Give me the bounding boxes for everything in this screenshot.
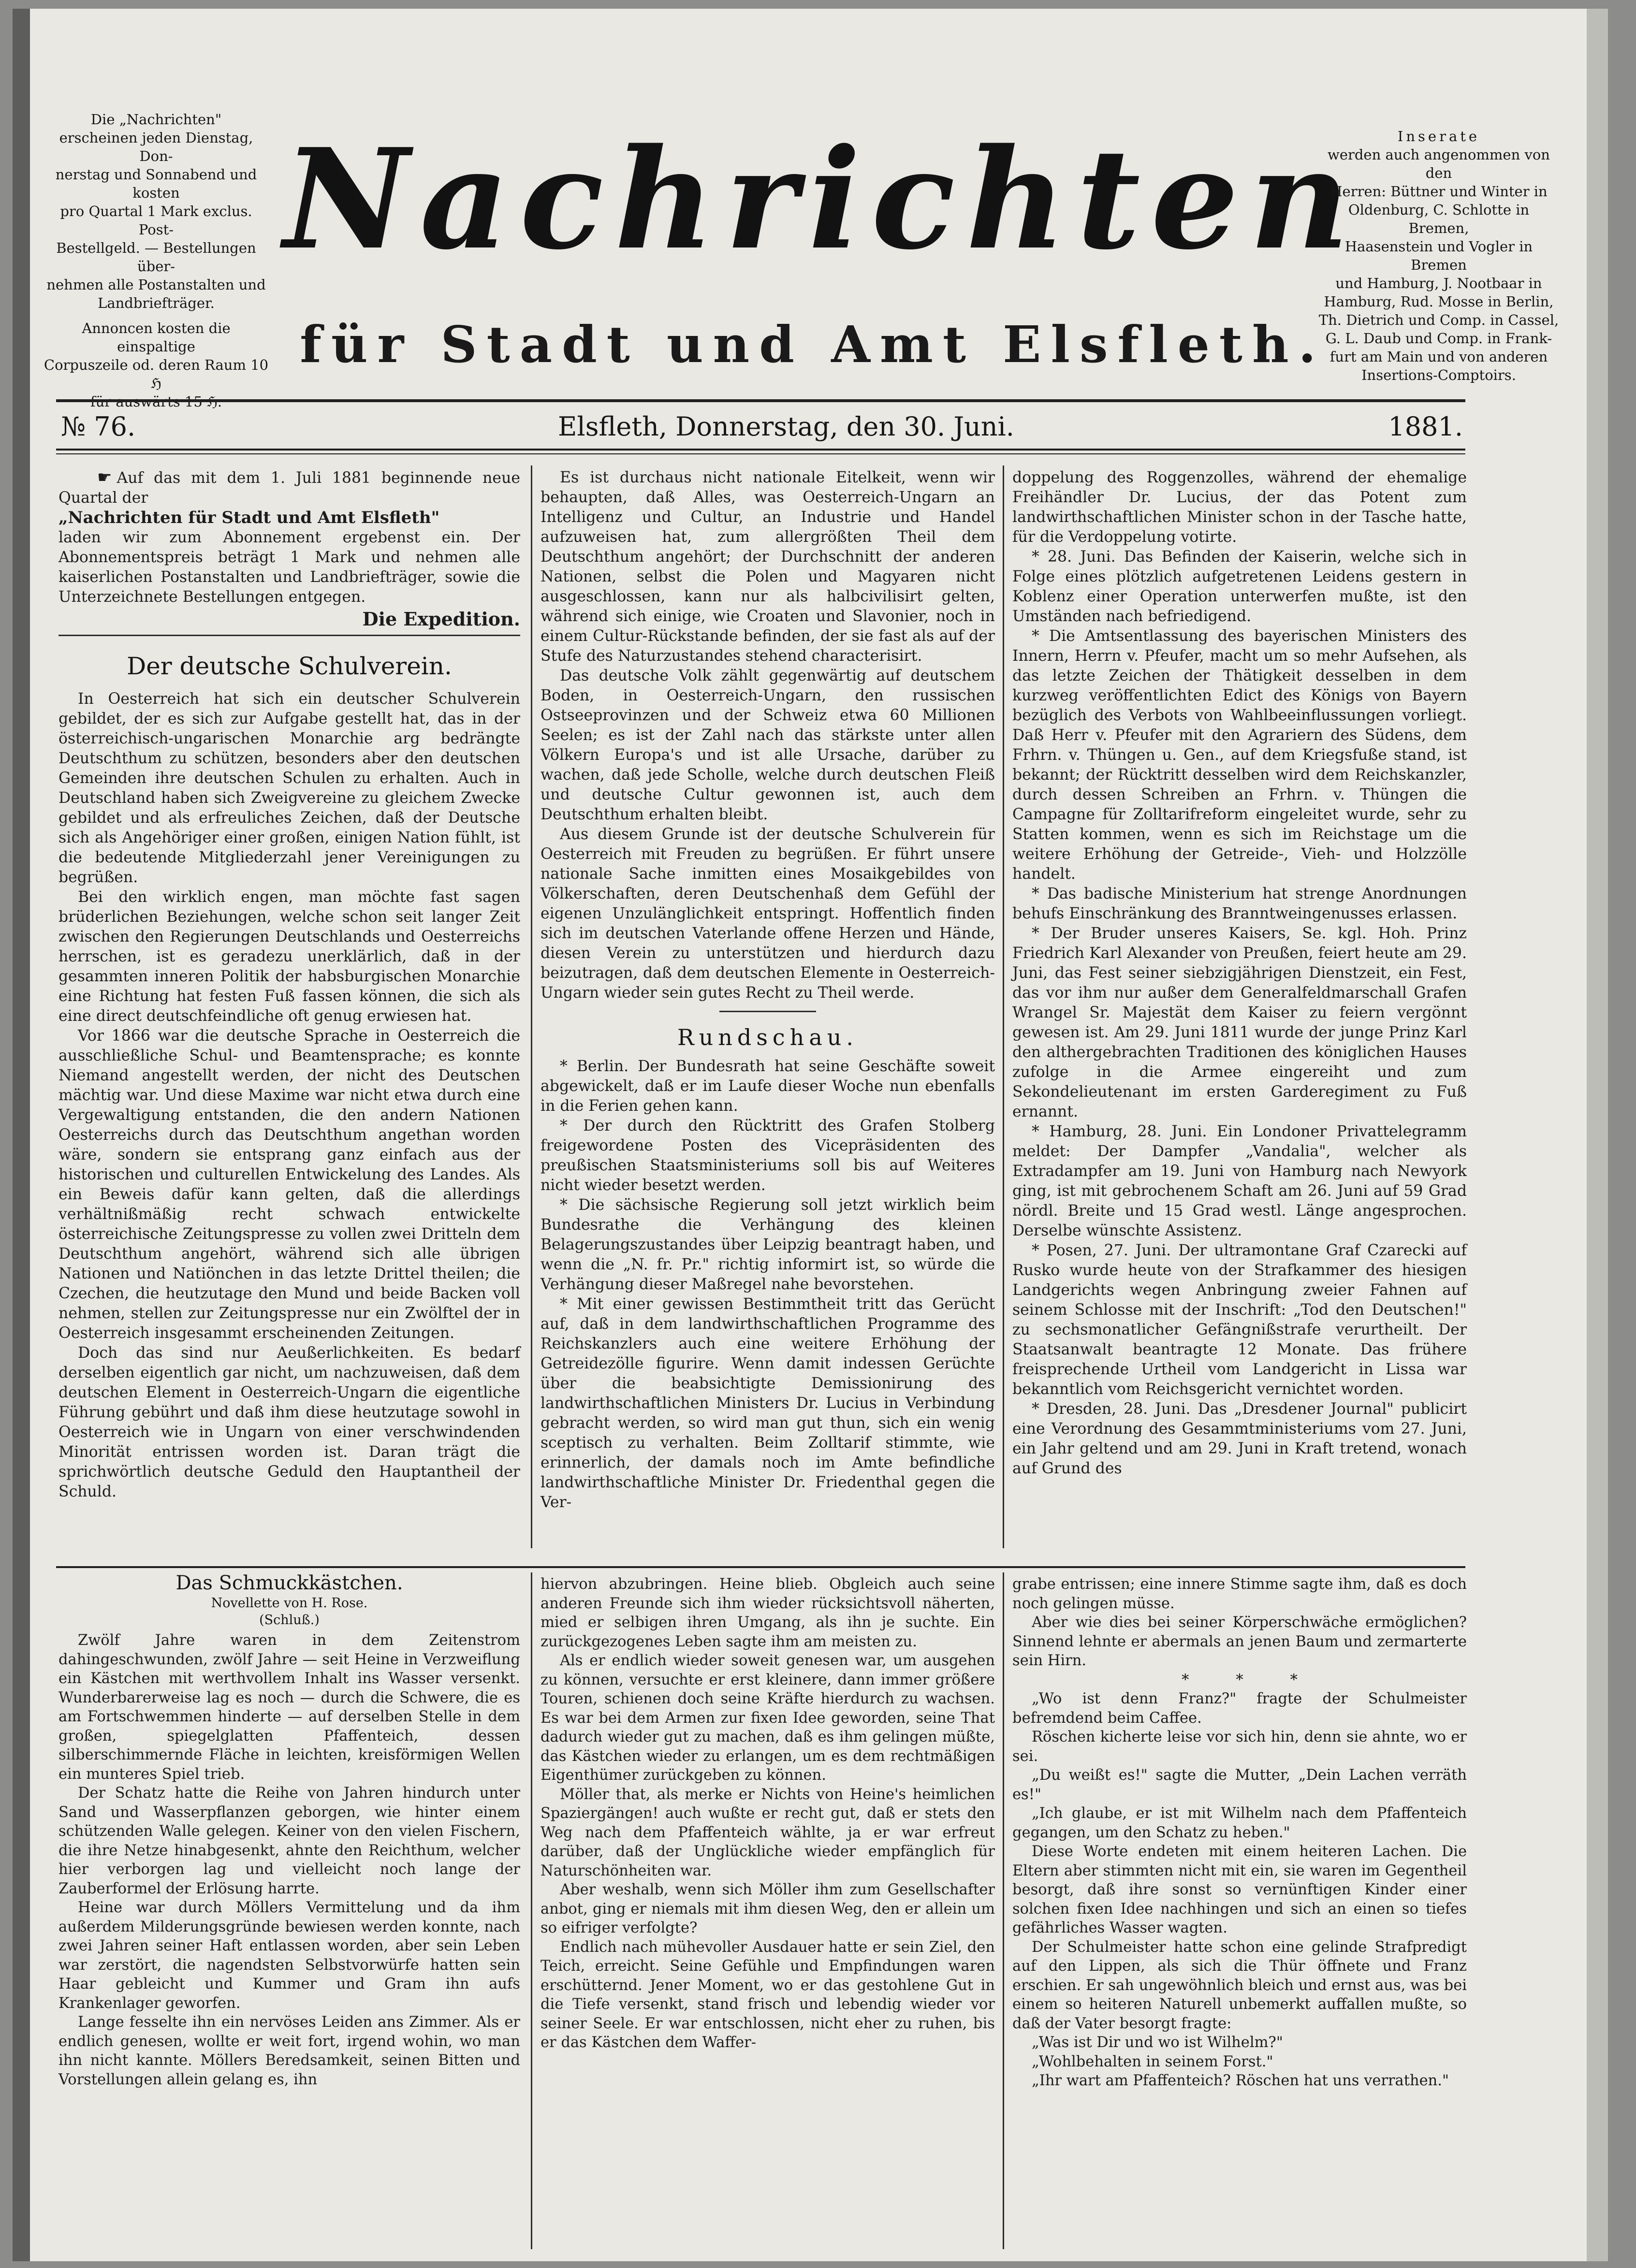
pointing-hand-icon: ☛ (97, 468, 112, 487)
advertising-line: Oldenburg, C. Schlotte in Bremen, (1348, 202, 1530, 236)
story-paragraph: „Ihr wart am Pfaffenteich? Röschen hat uns verrathen." (1032, 2072, 1449, 2089)
column-1 (58, 468, 520, 1502)
subscription-notice: ☛ Auf das mit dem 1. Juli 1881 beginnende neue Quartal der (58, 468, 520, 507)
notice-body: laden wir zum Abonnement ergebenst ein. Der Abonnementspreis beträgt 1 Mark und nehmen alle kaiserlichen Postanstalten und Landbriefträger, sowie die Unterzeichnete Bestellungen entgegen. (58, 529, 520, 606)
advertising-line: und Hamburg, J. Nootbaar in (1335, 275, 1542, 291)
ad-price-line: Corpuszeile od. deren Raum 10 ℌ (44, 357, 269, 392)
story-paragraph: Lange fesselte ihn ein nervöses Leiden ans Zimmer. Als er endlich genesen, wollte er weit fort, irgend wohin, wo man ihn nicht kannte. Möllers Beredsamkeit, seinen Bitten und Vorstellungen allein gelang es, ihn (58, 2014, 520, 2088)
story-paragraph: „Du weißt es!" sagte die Mutter, „Dein Lachen verräth es!" (1012, 1767, 1467, 1803)
section-title-rundschau: Rundschau. (677, 1024, 858, 1050)
story-paragraph: Heine war durch Möllers Vermittelung und da ihm außerdem Milderungsgründe bewiesen werden konnte, nach zwei Jahren seiner Haft entlassen worden, aber sein Leben war zerstört, die nagendsten Selbstvorwürfe hatten sein Haar gebleicht und Kummer und Gram ihn aufs Krankenlager geworfen. (58, 1899, 520, 2012)
advertising-line: Insertions-Comptoirs. (1361, 367, 1516, 383)
masthead-subtitle: für Stadt und Amt Elsfleth. (300, 315, 1326, 374)
news-item: * Der durch den Rücktritt des Grafen Stolberg freigewordene Posten des Vicepräsidenten des preußischen Staatsministeriums soll bis auf Weiteres nicht wieder besetzt werden. (540, 1117, 995, 1194)
feuilleton-column-1 (58, 1571, 520, 2089)
section-divider (58, 629, 520, 636)
subscription-info (43, 110, 270, 411)
story-paragraph: Als er endlich wieder soweit genesen war, um ausgehen zu können, versuchte er erst kleinere, dann immer größere Touren, schienen doch seine Kräfte hierdurch zu wachsen. Es war bei dem Armen zur fixen Idee geworden, seine That dadurch wieder gut zu machen, daß es ihm gelingen müßte, das Kästchen wieder zu erlangen, um es dem rechtmäßigen Eigenthümer zurückgeben zu können. (540, 1652, 995, 1784)
news-item: * Dresden, 28. Juni. Das „Dresdener Journal" publicirt eine Verordnung des Gesammtministeriums vom 27. Juni, ein Jahr geltend und am 29. Juni in Kraft tretend, wonach auf Grund des (1012, 1400, 1467, 1477)
story-paragraph: „Was ist Dir und wo ist Wilhelm?" (1032, 2034, 1283, 2051)
article-paragraph: Doch das sind nur Aeußerlichkeiten. Es bedarf derselben eigentlich gar nicht, um nachzuweisen, daß dem deutschen Element in Oesterreich-Ungarn die eigentliche Führung gebührt und daß ihm diese heutzutage sowohl in Oesterreich wie in Ungarn von einer verschwindenden Minorität entrissen worden ist. Daran trägt die sprichwörtlich deutsche Geduld den Hauptantheil der Schuld. (58, 1344, 520, 1500)
story-paragraph: Aber wie dies bei seiner Körperschwäche ermöglichen? Sinnend lehnte er abermals an jenen Baum und zermarterte sein Hirn. (1012, 1614, 1467, 1669)
feuilleton-column-3 (1012, 1575, 1467, 2091)
story-paragraph: Röschen kicherte leise vor sich hin, denn sie ahnte, wo er sei. (1012, 1729, 1467, 1765)
article-paragraph: Vor 1866 war die deutsche Sprache in Oesterreich die ausschließliche Schul- und Beamtensprache; es konnte Niemand angestellt werden, der nicht des Deutschen mächtig war. Und diese Maxime war nicht etwa durch eine Vergewaltigung entstanden, die den andern Nationen Oesterreichs durch das Deutschthum angethan worden wäre, sondern sie entsprang ganz einfach aus der historischen und culturellen Entwickelung des Landes. Als ein Beweis dafür kann gelten, daß die allerdings verhältnißmäßig recht schwach entwickelte österreichische Zeitungspresse zu vollen zwei Dritteln dem Deutschthum angehört, während sich alle übrigen Nationen und Natiönchen in das letzte Drittel theilen; die Czechen, die heutzutage den Mund und beide Backen voll nehmen, stellen zur Zeitungspresse nur ein Zwölftel der in Oesterreich insgesammt erscheinenden Zeitungen. (58, 1027, 520, 1342)
issue-place-date: Elsfleth, Donnerstag, den 30. Juni. (558, 411, 1014, 442)
column-2 (540, 468, 995, 1512)
info-line: nehmen alle Postanstalten und (46, 276, 266, 293)
advertising-line: Hamburg, Rud. Mosse in Berlin, (1324, 293, 1554, 310)
info-line: pro Quartal 1 Mark exclus. Post- (60, 203, 252, 238)
story-paragraph: Zwölf Jahre waren in dem Zeitenstrom dahingeschwunden, zwölf Jahre — seit Heine in Verzweiflung ein Kästchen mit werthvollem Inhalt ins Wasser versenkt. Wunderbarerweise lag es noch — durch die Schwere, die es am Fortschwemmen hinderte — auf derselben Stelle in dem großen, spiegelglatten Pfaffenteich, dessen silberschimmernde Fläche in leichten, kreisförmigen Wellen ein munteres Spiel trieb. (58, 1632, 520, 1783)
story-paragraph: Diese Worte endeten mit einem heiteren Lachen. Die Eltern aber stimmten nicht mit ein, sie waren im Gegentheil besorgt, daß ihre sonst so vernünftigen Kinder einer solchen fixen Idee nachhingen und sich an einen so tiefes gefährliches Wasser wagten. (1012, 1843, 1467, 1936)
notice-signature: Die Expedition. (362, 608, 520, 630)
info-line: Die „Nachrichten" (90, 111, 222, 128)
info-line: nerstag und Sonnabend und kosten (55, 166, 257, 201)
page-edge-shadow (1587, 9, 1608, 2261)
issue-year: 1881. (1388, 411, 1463, 442)
date-bar-bottom-rule-thin (56, 453, 1465, 454)
article-title: Der deutsche Schulverein. (127, 652, 452, 680)
news-item: * Die sächsische Regierung soll jetzt wirklich beim Bundesrathe die Verhängung des kleinen Belagerungszustandes über Leipzig beantragt haben, und wenn die „N. fr. Pr." richtig informirt ist, so würde die Verhängung dieser Maßregel nahe bevorstehen. (540, 1196, 995, 1293)
feuilleton-column-2 (540, 1575, 995, 2052)
advertising-line: Th. Dietrich und Comp. in Cassel, (1318, 312, 1559, 328)
story-paragraph: Endlich nach mühevoller Ausdauer hatte er sein Ziel, den Teich, erreicht. Seine Gefühle und Empfindungen waren erschütternd. Jener Moment, wo er das gestohlene Gut in die Tiefe versenkt, stand frisch und lebendig wieder vor seiner Seele. Er war entschlossen, nicht eher zu ruhen, bis er das Kästchen dem Waffer- (540, 1938, 995, 2051)
column-rule (531, 465, 532, 1548)
story-paragraph: grabe entrissen; eine innere Stimme sagte ihm, daß es doch noch gelingen müsse. (1012, 1576, 1467, 1612)
advertising-line: Haasenstein und Vogler in Bremen (1344, 238, 1533, 273)
ad-price-line: Annoncen kosten die einspaltige (82, 320, 231, 355)
advertising-line: Herren: Büttner und Winter in (1330, 183, 1548, 200)
article-paragraph: Es ist durchaus nicht nationale Eitelkeit, wenn wir behaupten, daß Alles, was Oesterreich-Ungarn an Intelligenz und Cultur, an Industrie und Handel aufzuweisen hat, zum allergrößten Theil dem Deutschthum angehört; der Durchschnitt der anderen Nationen, selbst die Polen und Magyaren nicht ausgeschlossen, kann nur als halbcivilisirt gelten, während sich einige, wie Croaten und Slavonier, noch in einem Cultur-Rückstande befinden, der sie fast als auf der Stufe des Naturzustandes stehend characterisirt. (540, 469, 995, 665)
page-spine-shadow (13, 9, 30, 2261)
story-continuation-note: (Schluß.) (259, 1613, 320, 1628)
section-break-stars: * * * (1182, 1671, 1298, 1688)
story-byline: Novellette von H. Rose. (211, 1596, 368, 1611)
story-paragraph: „Wo ist denn Franz?" fragte der Schulmeister befremdend beim Caffee. (1012, 1690, 1467, 1727)
short-divider (719, 1011, 816, 1012)
news-item: * Berlin. Der Bundesrath hat seine Geschäfte soweit abgewickelt, daß er im Laufe dieser Woche nun ebenfalls in die Ferien gehen kann. (540, 1058, 995, 1115)
advertising-info (1318, 127, 1560, 384)
column-3 (1012, 468, 1467, 1479)
newspaper-page (13, 9, 1608, 2261)
news-item-continued: doppelung des Roggenzolles, während der ehemalige Freihändler Dr. Lucius, der das Potent zum landwirthschaftlichen Minister schon in der Tasche hatte, für die Verdoppelung votirte. (1012, 469, 1467, 546)
column-rule (1003, 1572, 1004, 2249)
story-paragraph: „Ich glaube, er ist mit Wilhelm nach dem Pfaffenteich gegangen, um den Schatz zu heben." (1012, 1805, 1467, 1841)
issue-number: № 76. (61, 411, 136, 442)
article-paragraph: In Oesterreich hat sich ein deutscher Schulverein gebildet, der es sich zur Aufgabe gestellt hat, das in der österreichisch-ungarischen Monarchie arg bedrängte Deutschthum zu schützen, besonders aber den deutschen Gemeinden ihre deutschen Schulen zu erhalten. Auch in Deutschland haben sich Zweigvereine zu gleichem Zwecke gebildet und als erfreuliches Zeichen, daß der Deutsche sich als Angehöriger einer großen, einigen Nation fühlt, ist die bedeutende Mitgliederzahl jener Vereinigungen zu begrüßen. (58, 690, 520, 886)
news-item: * Hamburg, 28. Juni. Ein Londoner Privattelegramm meldet: Der Dampfer „Vandalia", welcher als Extradampfer am 19. Juni von Hamburg nach Newyork ging, ist mit gebrochenem Schaft am 26. Juni auf 59 Grad nördl. Breite und 15 Grad westl. Länge angesprochen. Derselbe wünschte Assistenz. (1012, 1123, 1467, 1239)
news-item: * Das badische Ministerium hat strenge Anordnungen behufs Einschränkung des Branntweingenusses erlassen. (1012, 885, 1467, 922)
advertising-line: werden auch angenommen von den (1328, 146, 1550, 181)
date-bar-top-rule (56, 399, 1465, 402)
story-paragraph: „Wohlbehalten in seinem Forst." (1032, 2053, 1273, 2070)
article-paragraph: Bei den wirklich engen, man möchte fast sagen brüderlichen Beziehungen, welche schon seit langer Zeit zwischen den Regierungen Deutschlands und Oesterreichs herrschen, ist es geradezu unerklärlich, daß in der gesammten inneren Politik der habsburgischen Monarchie eine Richtung hat festen Fuß fassen können, die sich als eine direct deutschfeindliche oft genug erwiesen hat. (58, 888, 520, 1025)
story-paragraph: Der Schulmeister hatte schon eine gelinde Strafpredigt auf den Lippen, als sich die Thür öffnete und Franz erschien. Er sah ungewöhnlich bleich und ernst aus, was bei einem so heiteren Naturell unbemerkt auffallen mußte, so daß der Vater besorgt fragte: (1012, 1938, 1467, 2032)
info-line: Landbriefträger. (98, 295, 215, 311)
advertising-line: furt am Main und von anderen (1329, 349, 1548, 365)
column-rule (1003, 465, 1004, 1548)
feuilleton-rule (56, 1566, 1465, 1568)
date-bar-bottom-rule (56, 449, 1465, 451)
info-line: Bestellgeld. — Bestellungen über- (56, 240, 256, 275)
story-paragraph: hiervon abzubringen. Heine blieb. Obgleich auch seine anderen Freunde sich ihm wieder rücksichtsvoll näherten, mied er selbigen ihren Umgang, als ihn je suchte. Ein zurückgezogenes Leben sagte ihm am meisten zu. (540, 1576, 995, 1650)
advertising-heading: Inserate (1397, 128, 1480, 145)
story-paragraph: Der Schatz hatte die Reihe von Jahren hindurch unter Sand und Wasserpflanzen geborgen, wie hinter einem schützenden Walle gelegen. Keiner von den vielen Fischern, die ihre Netze hinabgesenkt, ahnte den Reichthum, welcher hier verborgen lag und vielleicht noch lange der Zauberformel der Erlösung harrte. (58, 1785, 520, 1897)
info-line: erscheinen jeden Dienstag, Don- (59, 130, 253, 164)
article-paragraph: Aus diesem Grunde ist der deutsche Schulverein für Oesterreich mit Freuden zu begrüßen. Er führt unsere nationale Sache inmitten eines Mosaikgebildes von Völkerschaften, deren Deutschenhaß dem Gefühl der eigenen Unzulänglichkeit entspringt. Hoffentlich finden sich im deutschen Vaterlande offene Herzen und Hände, diesen Verein zu unterstützen und hierdurch dazu beizutragen, daß dem deutschen Elemente in Oesterreich-Ungarn wieder sein gutes Recht zu Theil werde. (540, 826, 995, 1002)
story-paragraph: Möller that, als merke er Nichts von Heine's heimlichen Spaziergängen! auch wußte er recht gut, daß er stets den Weg nach dem Pfaffenteich wählte, ja er war erfreut darüber, daß der Unglückliche wieder empfänglich für Naturschönheiten war. (540, 1786, 995, 1879)
news-item: * Der Bruder unseres Kaisers, Se. kgl. Hoh. Prinz Friedrich Karl Alexander von Preußen, feiert heute am 29. Juni, das Fest seiner siebzigjährigen Dienstzeit, ein Fest, das vor ihm nur außer dem Generalfeldmarschall Grafen Wrangel Sr. Majestät dem Kaiser zu feiern vergönnt gewesen ist. Am 29. Juni 1811 wurde der junge Prinz Karl den althergebrachten Traditionen des königlichen Hauses zufolge in die Armee eingereiht und zum Sekondelieutenant im ersten Garderegiment zu Fuß ernannt. (1012, 925, 1467, 1120)
article-paragraph: Das deutsche Volk zählt gegenwärtig auf deutschem Boden, in Oesterreich-Ungarn, den russischen Ostseeprovinzen und der Schweiz etwa 60 Millionen Seelen; es ist der Zahl nach das stärkste unter allen Völkern Europa's und ist alle Ursache, darüber zu wachen, daß jede Scholle, welche durch deutschen Fleiß und deutsche Cultur gewonnen ist, auch dem Deutschthum erhalten bleibt. (540, 667, 995, 823)
news-item: * Posen, 27. Juni. Der ultramontane Graf Czarecki auf Rusko wurde heute von der Strafkammer des hiesigen Landgerichts wegen Anbringung zweier Fahnen auf seinem Schlosse mit der Inschrift: „Tod den Deutschen!" zu sechsmonatlicher Gefängnißstrafe verurtheilt. Der Staatsanwalt beantragte 12 Monate. Das frühere freisprechende Urtheil vom Landgericht in Lissa war bekanntlich vom Reichsgericht vernichtet worden. (1012, 1242, 1467, 1398)
story-title: Das Schmuckkästchen. (175, 1572, 403, 1594)
news-item: * Mit einer gewissen Bestimmtheit tritt das Gerücht auf, daß in dem landwirthschaftlichen Programme des Reichskanzlers auch eine weitere Erhöhung der Getreidezölle figurire. Wenn damit indessen Gerüchte über die beabsichtigte Demissionirung des landwirthschaftlichen Ministers Dr. Lucius in Verbindung gebracht werden, so wird man gut thun, sich ein wenig sceptisch zu verhalten. Beim Zolltarif stimmte, wie erinnerlich, der damals noch im Amte befindliche landwirthschaftliche Minister Dr. Friedenthal gegen die Ver- (540, 1295, 995, 1511)
notice-title: „Nachrichten für Stadt und Amt Elsfleth" (58, 508, 440, 527)
masthead-title: Nachrichten (283, 118, 1360, 280)
news-item: * Die Amtsentlassung des bayerischen Ministers des Innern, Herrn v. Pfeufer, macht um so mehr Aufsehen, als das letzte Zeichen der Thätigkeit desselben in dem kurzweg veröffentlichten Edict des Königs von Bayern bezüglich des Verbots von Wahlbeeinflussungen vorliegt. Daß Herr v. Pfeufer mit den Agrariern des Südens, dem Frhrn. v. Thüngen u. Gen., auf dem Kriegsfuße stand, ist bekannt; der Rücktritt desselben wird dem Reichskanzler, durch dessen Schreiben an Frhrn. v. Thüngen die Campagne für Zolltarifreform eingeleitet wurde, sehr zu Statten kommen, wenn es sich im Reichstage um die weitere Erhöhung der Getreide-, Vieh- und Holzzölle handelt. (1012, 627, 1467, 883)
column-rule (531, 1572, 532, 2249)
news-item: * 28. Juni. Das Befinden der Kaiserin, welche sich in Folge eines plötzlich aufgetretenen Leidens gestern in Koblenz einer Operation unterwerfen mußte, ist den Umständen nach befriedigend. (1012, 548, 1467, 625)
story-paragraph: Aber weshalb, wenn sich Möller ihm zum Gesellschafter anbot, ging er niemals mit ihm diesen Weg, den er allein um so eifriger verfolgte? (540, 1881, 995, 1936)
advertising-line: G. L. Daub und Comp. in Frank- (1325, 330, 1552, 347)
